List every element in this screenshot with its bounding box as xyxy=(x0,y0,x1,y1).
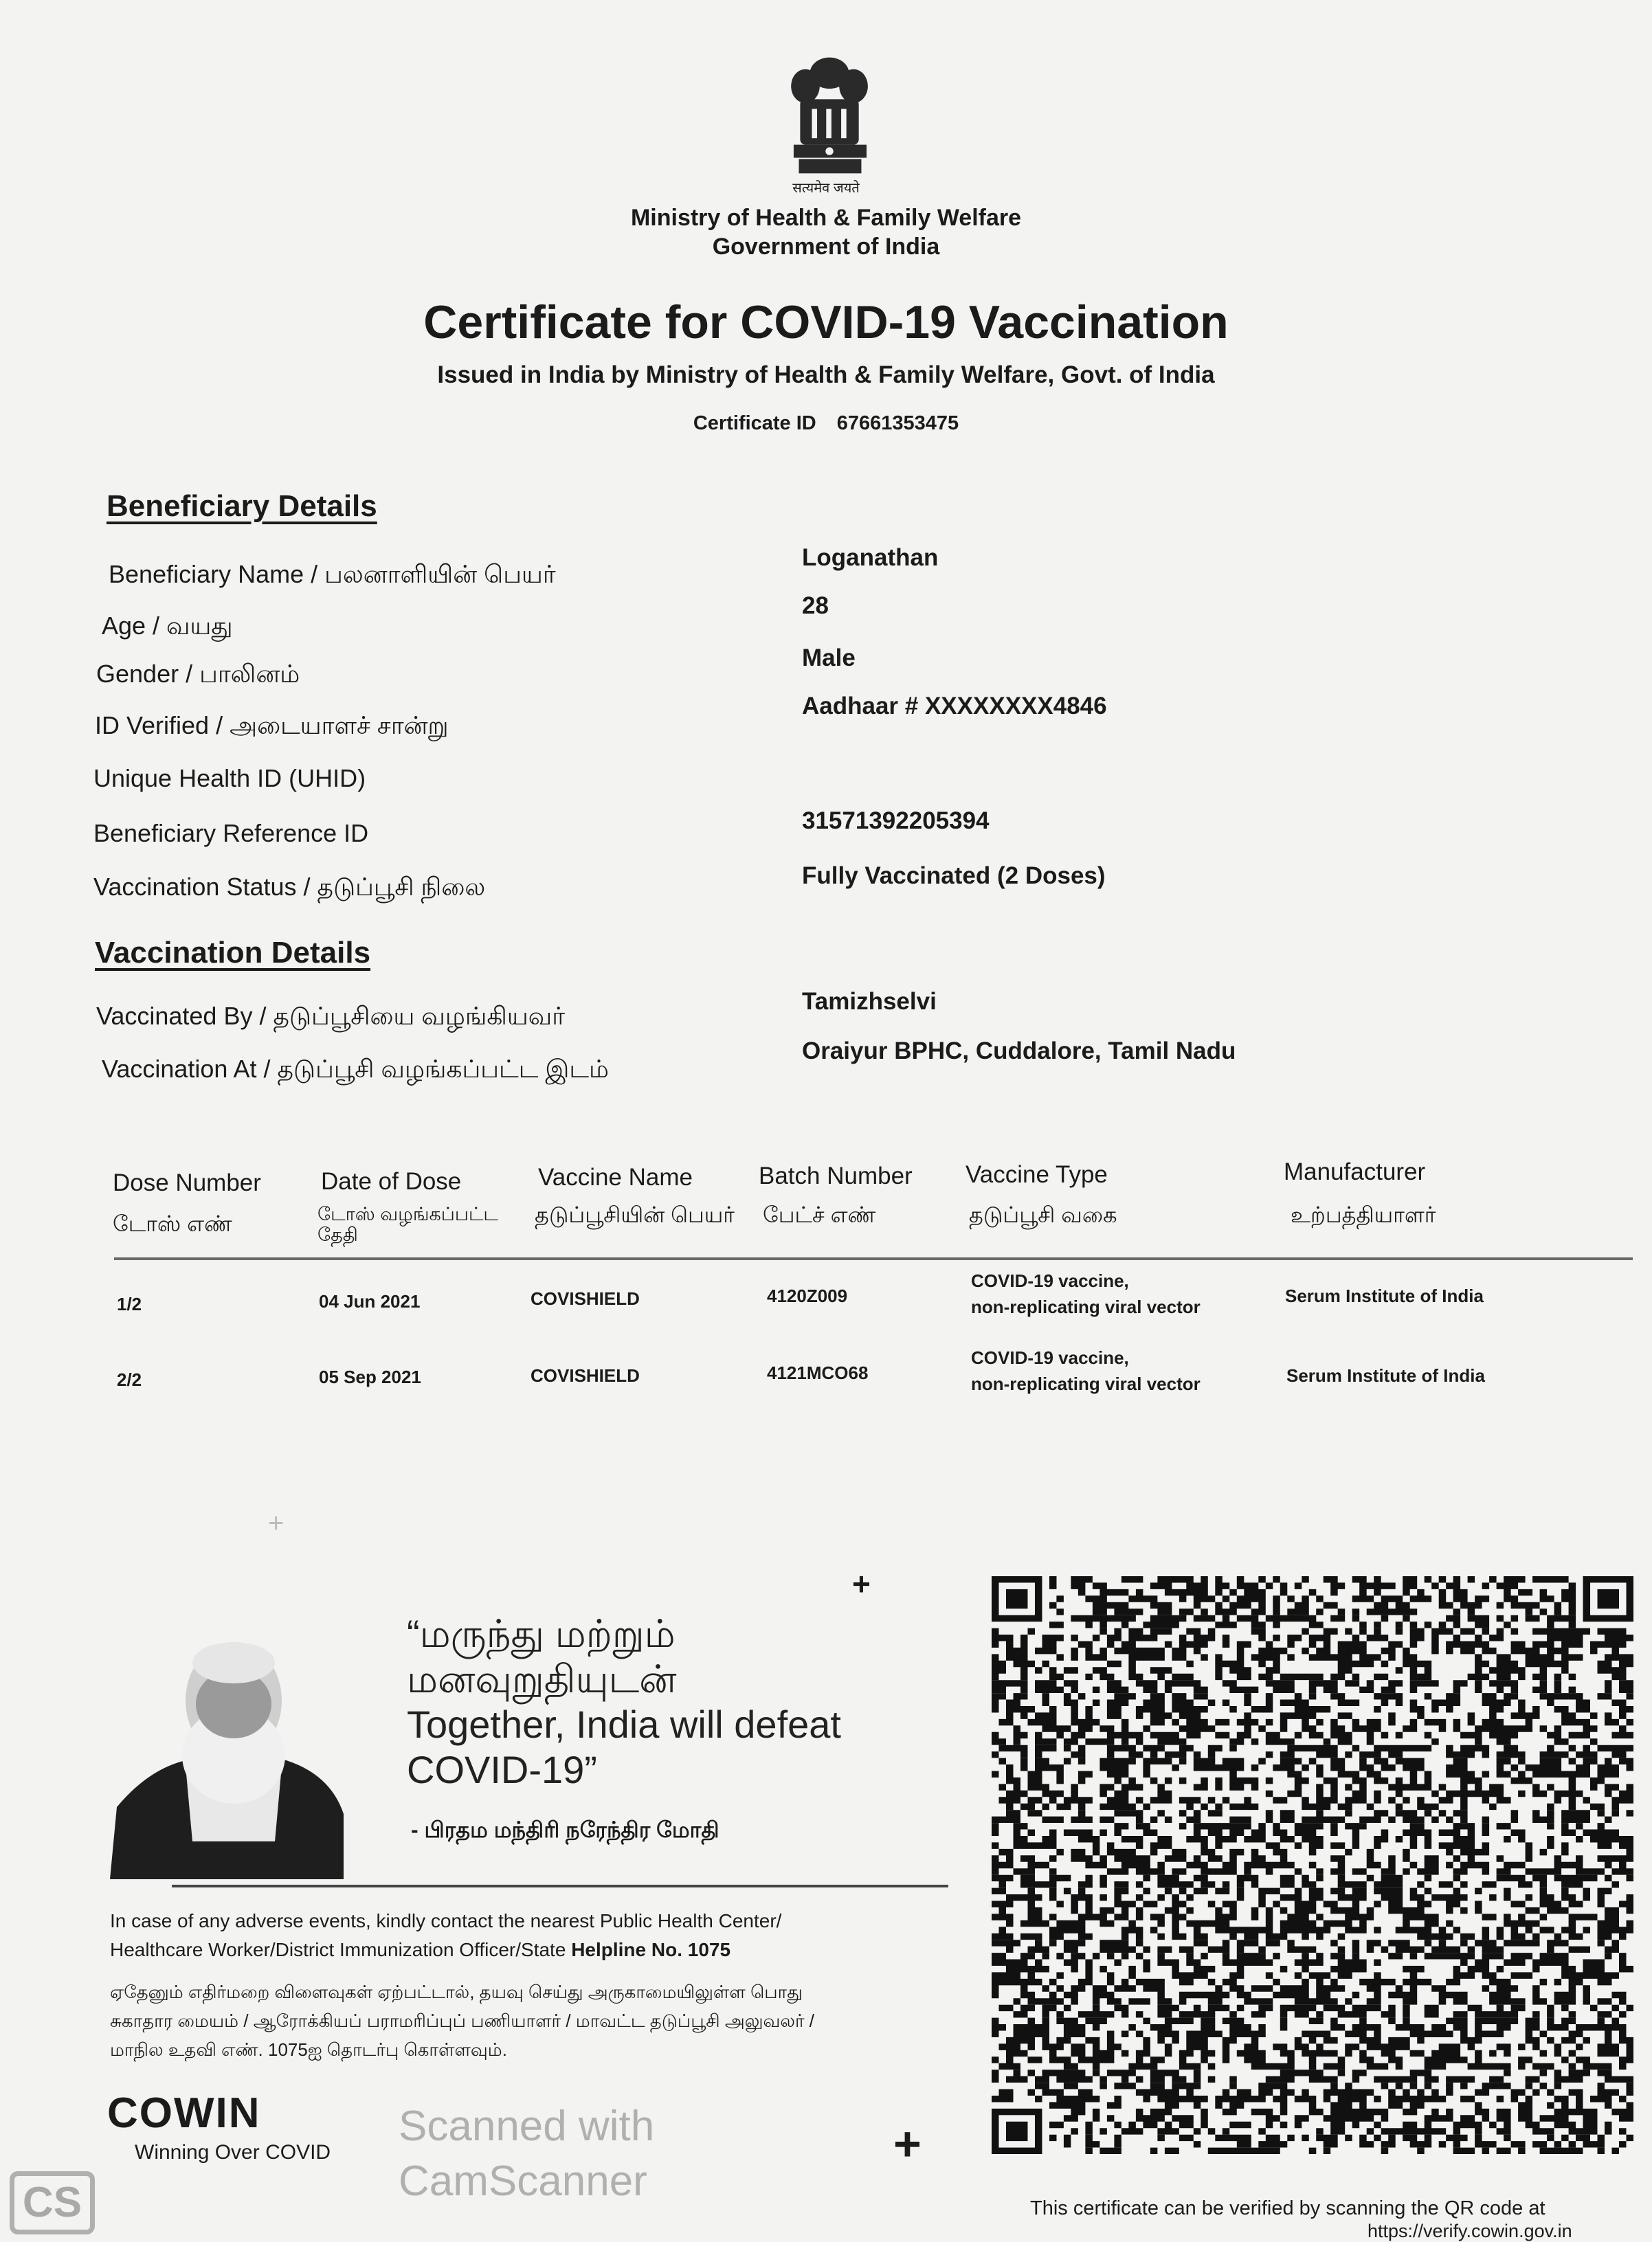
advisory-english-line1: In case of any adverse events, kindly contact the nearest Public Health Center/ xyxy=(110,1910,782,1931)
vaccine-type-detail: non-replicating viral vector xyxy=(971,1374,1201,1394)
age-label: Age / வயது xyxy=(102,612,233,640)
certificate-id-label: Certificate ID xyxy=(693,412,816,434)
verify-url: https://verify.cowin.gov.in xyxy=(1368,2221,1572,2241)
qr-modules xyxy=(992,1576,1633,2154)
advisory-tamil-line2: சுகாதார மையம் / ஆரோக்கியப் பராமரிப்புப் பணியாளர் / மாவட்ட தடுப்பூசி அலுவலர் / xyxy=(110,2010,815,2031)
certificate-title: Certificate for COVID-19 Vaccination xyxy=(423,296,1229,348)
vaccination-heading: Vaccination Details xyxy=(95,936,371,969)
header-dose-number: Dose Number xyxy=(113,1169,261,1196)
dose-number: 2/2 xyxy=(117,1369,142,1390)
uhid-label: Unique Health ID (UHID) xyxy=(93,764,366,792)
header-tamil-type: தடுப்பூசி வகை xyxy=(969,1202,1117,1227)
quote-divider xyxy=(172,1885,948,1887)
vaccination-at-label: Vaccination At / தடுப்பூசி வழங்கப்பட்ட இடம் xyxy=(102,1055,609,1083)
header-vaccine-type: Vaccine Type xyxy=(965,1161,1108,1188)
vaccine-type: COVID-19 vaccine, xyxy=(971,1270,1129,1291)
manufacturer: Serum Institute of India xyxy=(1286,1365,1485,1386)
advisory-text: Healthcare Worker/District Immunization Officer/State xyxy=(110,1939,572,1960)
batch-number: 4120Z009 xyxy=(767,1286,848,1306)
verify-text: This certificate can be verified by scanning the QR code at xyxy=(1030,2197,1545,2219)
header-tamil-manufacturer: உற்பத்தியாளர் xyxy=(1291,1202,1436,1227)
quote-tamil-line2: மனவுறுதியுடன் xyxy=(407,1657,677,1701)
vaccine-type: COVID-19 vaccine, xyxy=(971,1347,1129,1368)
reference-id-value: 31571392205394 xyxy=(802,807,990,834)
beneficiary-heading: Beneficiary Details xyxy=(107,489,377,523)
header-tamil-batch: பேட்ச் எண் xyxy=(763,1202,876,1227)
issued-by: Issued in India by Ministry of Health & Family Welfare, Govt. of India xyxy=(437,361,1215,388)
vaccinated-by-value: Tamizhselvi xyxy=(802,988,937,1015)
helpline-number: Helpline No. 1075 xyxy=(571,1939,731,1960)
vaccine-name: COVISHIELD xyxy=(531,1365,640,1386)
vaccinated-by-label: Vaccinated By / தடுப்பூசியை வழங்கியவர் xyxy=(96,1002,565,1030)
vaccine-type-detail: non-replicating viral vector xyxy=(971,1297,1201,1317)
id-verified-label: ID Verified / அடையாளச் சான்று xyxy=(95,711,449,739)
verification-qr-code xyxy=(992,1576,1633,2154)
certificate-id-row xyxy=(0,412,1652,435)
government-name: Government of India xyxy=(712,234,940,260)
header-tamil-date: டோஸ் வழங்கப்பட்ட தேதி xyxy=(317,1204,498,1245)
reference-id-label: Beneficiary Reference ID xyxy=(93,819,369,847)
cowin-tagline: Winning Over COVID xyxy=(135,2141,331,2164)
vaccination-status-label: Vaccination Status / தடுப்பூசி நிலை xyxy=(93,873,486,901)
header-batch: Batch Number xyxy=(759,1163,913,1189)
registration-mark-icon: + xyxy=(268,1508,284,1538)
vaccination-at-value: Oraiyur BPHC, Cuddalore, Tamil Nadu xyxy=(802,1038,1236,1064)
watermark-text: Scanned with xyxy=(399,2103,655,2150)
quote-english-line2: COVID-19” xyxy=(407,1748,597,1791)
quote-english-line1: Together, India will defeat xyxy=(407,1703,841,1746)
registration-mark-icon: + xyxy=(852,1566,871,1602)
dose-date: 04 Jun 2021 xyxy=(319,1291,421,1312)
header-date: Date of Dose xyxy=(321,1168,462,1195)
quote-tamil-line1: “மருந்து மற்றும் xyxy=(407,1612,676,1655)
age-value: 28 xyxy=(802,592,829,619)
header-vaccine-name: Vaccine Name xyxy=(538,1164,693,1191)
batch-number: 4121MCO68 xyxy=(767,1363,869,1383)
header-tamil-name: தடுப்பூசியின் பெயர் xyxy=(535,1202,735,1227)
national-emblem-icon xyxy=(783,54,876,177)
advisory-tamil-line3: மாநில உதவி எண். 1075ஐ தொடர்பு கொள்ளவும். xyxy=(110,2039,507,2060)
dose-date: 05 Sep 2021 xyxy=(319,1367,421,1387)
vaccination-status-value: Fully Vaccinated (2 Doses) xyxy=(802,862,1106,889)
dose-number: 1/2 xyxy=(117,1294,142,1314)
id-verified-value: Aadhaar # XXXXXXXX4846 xyxy=(802,693,1107,719)
table-divider xyxy=(114,1257,1633,1260)
camscanner-logo: CS xyxy=(10,2171,95,2234)
beneficiary-name-value: Loganathan xyxy=(802,544,939,571)
qr-finder-pattern xyxy=(1598,1589,1619,1608)
ministry-block xyxy=(0,203,1652,261)
quote xyxy=(407,1611,841,1793)
ministry-name: Ministry of Health & Family Welfare xyxy=(630,205,1022,231)
manufacturer: Serum Institute of India xyxy=(1285,1286,1484,1306)
cowin-logo: COWIN xyxy=(107,2089,261,2137)
header-manufacturer: Manufacturer xyxy=(1284,1158,1426,1185)
gender-value: Male xyxy=(802,644,856,671)
watermark-text: CamScanner xyxy=(399,2157,647,2205)
prime-minister-portrait xyxy=(110,1635,359,1879)
emblem-motto: सत्यमेव जयते xyxy=(792,181,860,196)
header-tamil-dose: டோஸ் எண் xyxy=(113,1211,232,1236)
qr-finder-pattern xyxy=(1006,1589,1027,1608)
gender-label: Gender / பாலினம் xyxy=(96,660,300,688)
qr-finder-pattern xyxy=(1006,2122,1027,2141)
certificate-id-value: 67661353475 xyxy=(836,412,959,434)
quote-attribution: - பிரதம மந்திரி நரேந்திர மோதி xyxy=(411,1817,719,1842)
advisory-tamil-line1: ஏதேனும் எதிர்மறை விளைவுகள் ஏற்பட்டால், தயவு செய்து அருகாமையிலுள்ள பொது xyxy=(110,1982,803,2002)
beneficiary-name-label: Beneficiary Name / பலனாளியின் பெயர் xyxy=(109,560,556,588)
registration-mark-icon: + xyxy=(893,2117,922,2171)
advisory-english-line2 xyxy=(110,1936,730,1964)
vaccine-name: COVISHIELD xyxy=(531,1288,640,1309)
